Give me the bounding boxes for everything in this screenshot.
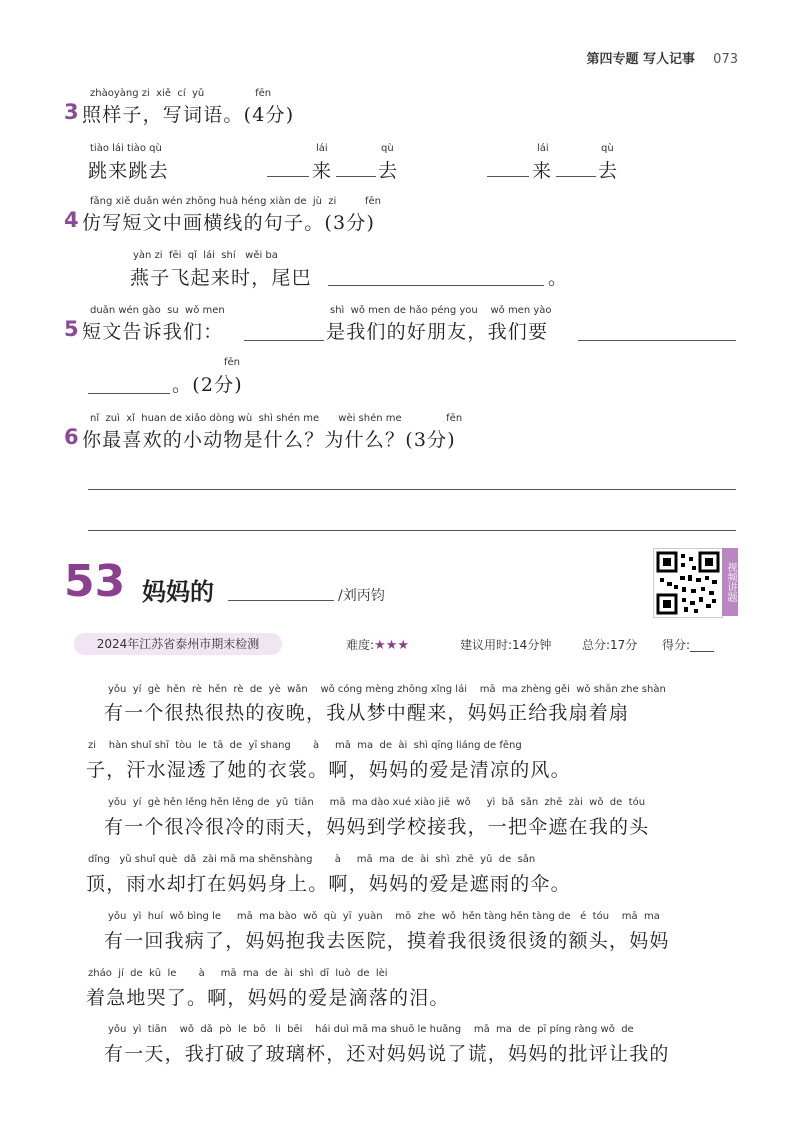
q3-pinyin: zhàoyàng zi xiě cí yǔ fēn <box>90 88 272 99</box>
difficulty-label: 难度: <box>346 638 375 652</box>
q5-blank-3[interactable] <box>88 393 170 394</box>
total-score: 总分:17分 <box>582 638 638 652</box>
q5-pinyin-a: duǎn wén gào su wǒ men <box>90 305 225 316</box>
q3-b-pinyin-lai: lái <box>537 143 549 154</box>
lesson-title: 妈妈的 <box>142 577 214 606</box>
q5-number: 5 <box>64 317 79 341</box>
q6-number: 6 <box>64 425 79 449</box>
q3-a-blank-2[interactable] <box>336 176 376 177</box>
passage-line-6: 着急地哭了。啊，妈妈的爱是滴落的泪。 <box>86 987 450 1009</box>
passage-pinyin-3: yǒu yí gè hěn lěng hěn lěng de yǔ tiān mā ma dào xué xiào jiē wǒ yì bǎ sǎn zhē zài wǒ de tóu <box>108 797 646 808</box>
q6-answer-line-2[interactable] <box>88 530 736 531</box>
passage-line-5: 有一回我病了，妈妈抱我去医院，摸着我很烫很烫的额头，妈妈 <box>104 930 670 952</box>
q4-end-mark: 。 <box>548 267 569 289</box>
q4-answer-line[interactable] <box>328 285 544 286</box>
q5-blank-2[interactable] <box>578 340 736 341</box>
passage-line-3: 有一个很冷很冷的雨天，妈妈到学校接我，一把伞遮在我的头 <box>104 816 650 838</box>
q4-pinyin: fǎng xiě duǎn wén zhōng huà héng xiàn de jù zi fēn <box>90 196 381 207</box>
q5-pinyin-b: shì wǒ men de hǎo péng you wǒ men yào <box>330 305 552 316</box>
passage-pinyin-6: zháo jí de kū le à mā ma de ài shì dī luò de lèi <box>88 968 388 979</box>
passage-pinyin-5: yǒu yì huí wǒ bìng le mā ma bào wǒ qù yī yuàn mō zhe wǒ hěn tàng hěn tàng de é tóu mā ma <box>108 911 660 922</box>
qr-label: 视频讲题 <box>722 548 738 616</box>
q5-blank-1[interactable] <box>244 340 324 341</box>
q3-b-blank-1[interactable] <box>487 176 529 177</box>
q6-answer-line-1[interactable] <box>88 489 736 490</box>
lesson-number: 53 <box>64 556 126 607</box>
q3-a-char-lai: 来 <box>312 160 333 182</box>
q5-text-b: 是我们的好朋友，我们要 <box>326 321 549 343</box>
q6-pinyin: nǐ zuì xǐ huan de xiǎo dòng wù shì shén me wèi shén me fēn <box>90 413 463 424</box>
q5-fen-pinyin: fēn <box>224 357 241 368</box>
passage-line-4: 顶，雨水却打在妈妈身上。啊，妈妈的爱是遮雨的伞。 <box>86 873 571 895</box>
q5-text-c: 。(2分) <box>172 374 243 396</box>
q3-b-char-lai: 来 <box>532 160 553 182</box>
passage-line-1: 有一个很热很热的夜晚，我从梦中醒来，妈妈正给我扇着扇 <box>104 702 630 724</box>
passage-line-2: 子，汗水湿透了她的衣裳。啊，妈妈的爱是清凉的风。 <box>86 759 571 781</box>
q4-sub-pinyin: yàn zi fēi qǐ lái shí wěi ba <box>133 250 278 261</box>
passage-pinyin-2: zi hàn shuǐ shī tòu le tā de yī shang à mā ma de ài shì qīng liáng de fēng <box>88 740 522 751</box>
q3-example: 跳来跳去 <box>88 160 169 182</box>
topic-label: 第四专题 写人记事 <box>586 52 696 67</box>
title-blank[interactable] <box>228 600 334 601</box>
passage-pinyin-1: yǒu yí gè hěn rè hěn rè de yè wǎn wǒ cóng mèng zhōng xǐng lái mā ma zhèng gěi wǒ shān zhe shàn <box>108 684 666 695</box>
q3-a-pinyin-lai: lái <box>316 143 328 154</box>
q3-b-char-qu: 去 <box>598 160 619 182</box>
lesson-author: /刘丙钧 <box>338 588 385 604</box>
q6-prompt: 你最喜欢的小动物是什么？为什么？(3分) <box>82 429 456 451</box>
suggested-time: 建议用时:14分钟 <box>460 638 552 652</box>
page-header <box>587 48 739 67</box>
q4-number: 4 <box>64 208 79 232</box>
q3-prompt: 照样子，写词语。(4分) <box>82 104 295 126</box>
q4-prompt: 仿写短文中画横线的句子。(3分) <box>82 212 376 234</box>
q3-example-pinyin: tiào lái tiào qù <box>90 143 162 154</box>
q3-a-pinyin-qu: qù <box>381 143 394 154</box>
q3-b-blank-2[interactable] <box>556 176 596 177</box>
q5-text-a: 短文告诉我们： <box>82 321 224 343</box>
qr-code-icon[interactable] <box>653 548 723 618</box>
q3-number: 3 <box>64 100 79 124</box>
source-badge: 2024年江苏省泰州市期末检测 <box>74 633 282 655</box>
score-field: 得分:____ <box>662 638 715 652</box>
passage-line-7: 有一天，我打破了玻璃杯，还对妈妈说了谎，妈妈的批评让我的 <box>104 1043 670 1065</box>
passage-pinyin-7: yǒu yì tiān wǒ dǎ pò le bō li bēi hái duì mā ma shuō le huǎng mā ma de pī píng ràng wǒ de <box>108 1024 634 1035</box>
difficulty-stars: ★★★ <box>374 638 410 653</box>
q3-a-blank-1[interactable] <box>267 176 309 177</box>
q4-sub-text: 燕子飞起来时，尾巴 <box>130 267 312 289</box>
passage-pinyin-4: dǐng yǔ shuǐ què dǎ zài mā ma shēnshàng à mā ma de ài shì zhē yǔ de sǎn <box>88 854 536 865</box>
difficulty <box>346 636 409 653</box>
page-number: 073 <box>713 52 738 67</box>
q3-a-char-qu: 去 <box>378 160 399 182</box>
q3-b-pinyin-qu: qù <box>601 143 614 154</box>
